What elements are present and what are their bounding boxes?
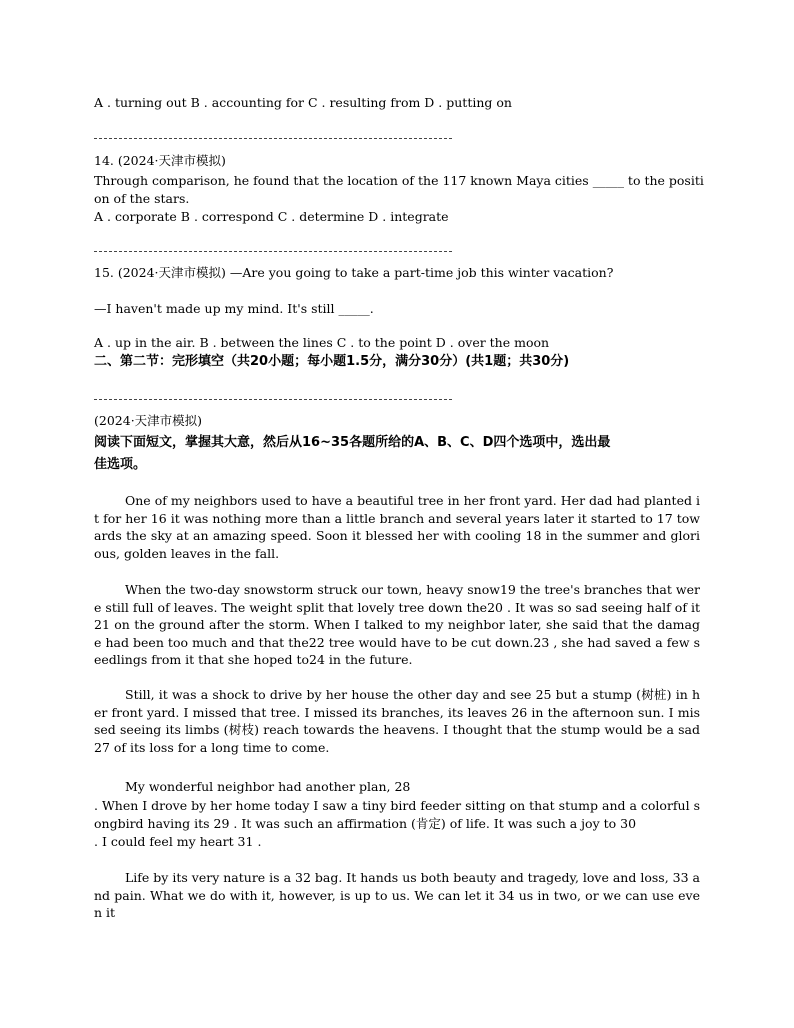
q14-stem-line2: on of the stars. xyxy=(94,191,190,206)
passage-paragraph-3: Still, it was a shock to drive by her house the other day and see 25 but a stump (树桩) in her front yard. I missed that tree. I missed its branches, its leaves 26 in the afternoon sun. I missed seeing its limbs (树枝) reach towards the heavens. I thought that the stump would be a sad 27 of its loss for a long time to come. xyxy=(94,687,700,755)
separator-2 xyxy=(94,251,452,252)
passage-paragraph-5: Life by its very nature is a 32 bag. It hands us both beauty and tragedy, love and loss, 33 and pain. What we do with it, however, is up to us. We can let it 34 us in two, or we can use even it xyxy=(94,870,700,921)
section2-instruction-line1: 阅读下面短文，掌握其大意，然后从16~35各题所给的A、B、C、D四个选项中，选出最 xyxy=(94,435,611,450)
q13-options: A . turning out B . accounting for C . resulting from D . putting on xyxy=(94,95,512,110)
q14-options: A . corporate B . correspond C . determine D . integrate xyxy=(94,209,449,224)
section2-source: (2024·天津市模拟) xyxy=(94,413,203,428)
q15-options: A . up in the air. B . between the lines C . to the point D . over the moon xyxy=(94,335,550,350)
passage-paragraph-4-line1: My wonderful neighbor had another plan, 28 xyxy=(125,779,411,794)
q15-header-stem: 15. (2024·天津市模拟) —Are you going to take a part-time job this winter vacation? xyxy=(94,265,614,280)
passage-paragraph-4-body: . When I drove by her home today I saw a tiny bird feeder sitting on that stump and a colorful songbird having its 29 . It was such an affirmation (肯定) of life. It was such a joy to 30 xyxy=(94,798,700,831)
section2-instruction-line2: 佳选项。 xyxy=(94,457,147,472)
separator-3 xyxy=(94,399,452,400)
passage-paragraph-4-end: . I could feel my heart 31 . xyxy=(94,834,262,849)
separator-1 xyxy=(94,138,452,139)
passage-paragraph-1: One of my neighbors used to have a beautiful tree in her front yard. Her dad had planted it for her 16 it was nothing more than a little branch and several years later it started to 17 towards the sky at an amazing speed. Soon it blessed her with cooling 18 in the summer and glorious, golden leaves in the fall. xyxy=(94,493,700,561)
section2-title: 二、第二节：完形填空（共20小题；每小题1.5分，满分30分）(共1题；共30分) xyxy=(94,354,570,369)
q14-stem-line1: Through comparison, he found that the location of the 117 known Maya cities _____ to the positi xyxy=(94,173,704,188)
q14-header: 14. (2024·天津市模拟) xyxy=(94,153,226,168)
passage-paragraph-2: When the two-day snowstorm struck our town, heavy snow19 the tree's branches that were still full of leaves. The weight split that lovely tree down the20 . It was so sad seeing half of it21 on the ground after the storm. When I talked to my neighbor later, she said that the damage had been too much and that the22 tree would have to be cut down.23 , she had saved a few seedlings from it that she hoped to24 in the future. xyxy=(94,582,700,668)
q15-reply: —I haven't made up my mind. It's still _____. xyxy=(94,301,374,316)
